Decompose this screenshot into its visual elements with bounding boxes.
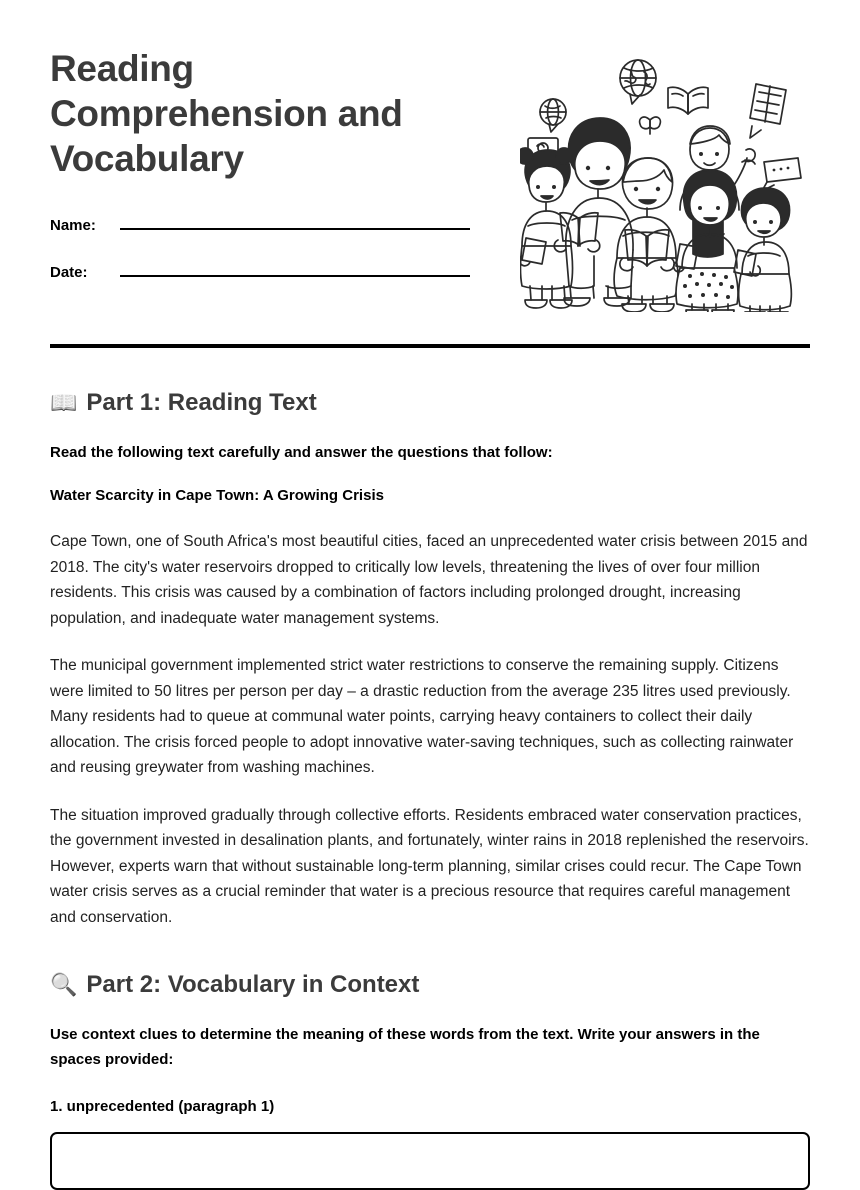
article-title: Water Scarcity in Cape Town: A Growing Crisis bbox=[50, 487, 384, 504]
date-field-row bbox=[50, 257, 470, 281]
vocab-item-1-label: 1. unprecedented (paragraph 1) bbox=[50, 1098, 275, 1115]
worksheet-content bbox=[50, 388, 810, 1190]
article-paragraph-1: Cape Town, one of South Africa's most beautiful cities, faced an unprecedented water crisis between 2015 and 2018. The city's water reservoirs dropped to critically low levels, threatening the lives of over four million residents. This crisis was caused by a combination of factors including prolonged drought, increasing population, and inadequate water management systems. bbox=[50, 533, 808, 627]
name-label: Name: bbox=[50, 217, 96, 234]
part1-heading bbox=[50, 388, 810, 418]
globe-icon-large bbox=[620, 60, 656, 104]
name-input-line[interactable] bbox=[120, 210, 470, 230]
part2-heading bbox=[50, 970, 810, 1000]
child-short-hair-girl bbox=[734, 188, 791, 312]
part2-heading-label: Part 2: Vocabulary in Context bbox=[86, 971, 420, 998]
children-reading-illustration bbox=[520, 50, 810, 312]
globe-icon-small bbox=[540, 99, 566, 132]
worksheet-header bbox=[50, 0, 810, 300]
child-afro-boy bbox=[554, 118, 633, 306]
part1-heading-label: Part 1: Reading Text bbox=[86, 389, 317, 416]
page-title: Reading Comprehension and Vocabulary bbox=[50, 48, 403, 179]
header-divider bbox=[50, 344, 810, 348]
child-bun-girl bbox=[520, 148, 573, 308]
speech-bubble-icon bbox=[762, 158, 801, 191]
child-longhair-girl bbox=[674, 170, 738, 312]
article-paragraph-3: The situation improved gradually through collective efforts. Residents embraced water conservation practices, the government invested in desalination plants, and fortunately, winter rains in 2018 replenished the reservoirs. However, experts warn that without sustainable long-term planning, similar crises could recur. The Cape Town water crisis serves as a crucial reminder that water is a precious resource that requires careful management and conservation. bbox=[50, 806, 809, 926]
open-book-icon: 📖 bbox=[50, 390, 78, 415]
leaf-icon bbox=[640, 117, 661, 134]
part1-instruction: Read the following text carefully and answer the questions that follow: bbox=[50, 444, 553, 461]
article-paragraph-2: The municipal government implemented strict water restrictions to conserve the remaining supply. Citizens were limited to 50 litres per person per day – a drastic reduction from the average 235 litres used previously. Many residents had to queue at communal water points, carrying heavy containers to collect their daily allocation. The crisis forced people to adopt innovative water-saving techniques, such as collecting rainwater and reusing greywater from washing machines. bbox=[50, 657, 794, 776]
part2-instruction: Use context clues to determine the meaning of these words from the text. Write your answers in the spaces provided: bbox=[50, 1026, 760, 1068]
name-field-row bbox=[50, 210, 470, 234]
date-label: Date: bbox=[50, 264, 88, 281]
magnifying-glass-icon: 🔍 bbox=[50, 972, 78, 997]
open-book-icon bbox=[668, 87, 708, 114]
child-center-boy bbox=[614, 158, 678, 312]
vocab-item-1-answer-box[interactable] bbox=[50, 1132, 810, 1190]
date-input-line[interactable] bbox=[120, 257, 470, 277]
notebook-icon bbox=[750, 84, 786, 138]
